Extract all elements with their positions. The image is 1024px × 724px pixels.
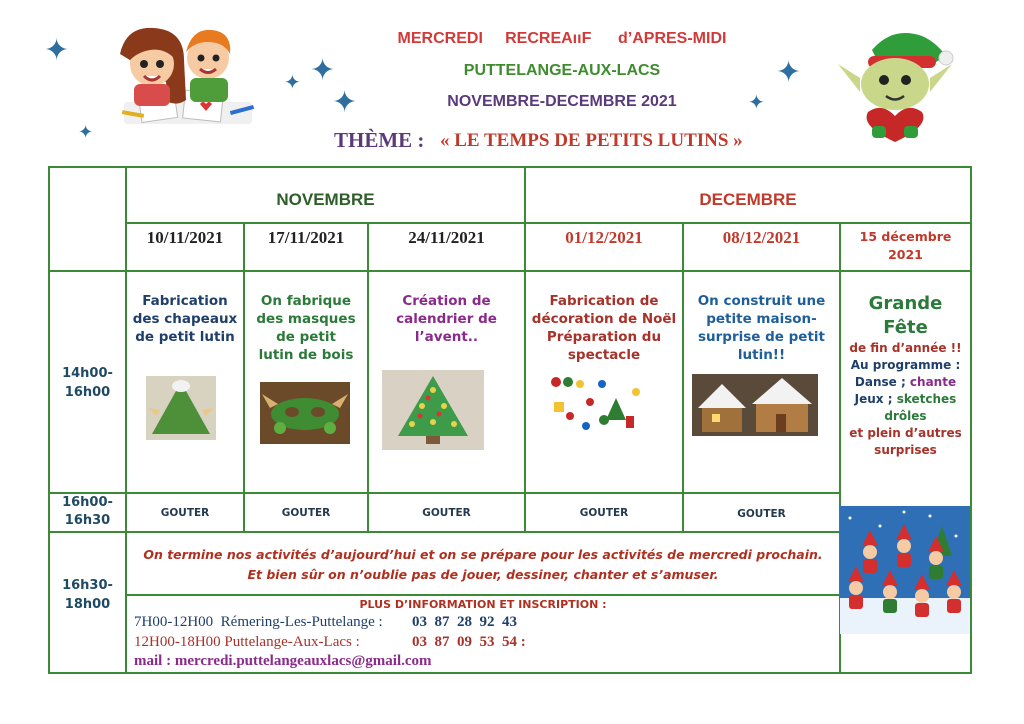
- star-icon: ✦: [332, 85, 358, 120]
- gouter-cell: GOUTER: [737, 508, 786, 520]
- date-cell: 08/12/2021: [722, 228, 801, 247]
- theme-value: « LE TEMPS DE PETITS LUTINS »: [440, 130, 743, 151]
- gingerbread-house-photo: [692, 374, 818, 436]
- date-cell: 01/12/2021: [565, 228, 643, 247]
- header-line-3: NOVEMBRE-DECEMBRE 2021: [447, 93, 677, 110]
- advent-calendar-photo: [382, 370, 484, 450]
- info-row-1-label: 7H00-12H00 Rémering-Les-Puttelange :: [134, 614, 383, 630]
- date-cell-fete: [841, 228, 970, 264]
- elf-with-heart-illustration: [832, 22, 958, 142]
- activity-line: de petit: [276, 329, 336, 345]
- activity-line: l’avent..: [414, 329, 479, 345]
- fete-title: Grande: [868, 293, 943, 314]
- star-icon: ✦: [310, 53, 336, 88]
- christmas-decorations-clipart: [546, 372, 646, 438]
- info-row-2-label: 12H00-18H00 Puttelange-Aux-Lacs :: [134, 634, 360, 650]
- fete-line: de fin d’année !!: [849, 341, 962, 355]
- time-slot-3: [50, 576, 125, 614]
- fete-word: sketches: [892, 392, 957, 406]
- activity-line: Fabrication: [142, 293, 228, 309]
- fete-word: Jeux ;: [854, 392, 893, 406]
- fete-title: Fête: [883, 317, 928, 338]
- activity-line: surprise de petit: [697, 329, 826, 345]
- date-cell: 24/11/2021: [408, 228, 485, 247]
- fete-line: Au programme :: [850, 358, 961, 372]
- activity-line: lutin de bois: [258, 347, 354, 363]
- activity-chapeaux: [127, 292, 243, 346]
- activity-line: On fabrique: [260, 293, 352, 309]
- time-slot-1: [50, 364, 125, 402]
- children-drawing-illustration: [104, 24, 266, 130]
- time-slot-2: [50, 494, 125, 530]
- info-title: PLUS D’INFORMATION ET INSCRIPTION :: [359, 598, 607, 611]
- activity-line: décoration de Noël: [531, 311, 677, 327]
- fete-line: [841, 391, 970, 408]
- date-cell: 10/11/2021: [146, 228, 224, 247]
- time-end: 18h00: [64, 597, 111, 612]
- date-cell: 17/11/2021: [267, 228, 345, 247]
- lutin-mask-photo: [260, 382, 350, 444]
- fete-line: surprises: [874, 443, 937, 457]
- info-row-1-phone: 03 87 28 92 43: [412, 614, 517, 630]
- time-end: 16h30: [64, 513, 111, 528]
- star-icon: ✦: [44, 33, 70, 68]
- activity-line: de petit lutin: [135, 329, 235, 345]
- activity-line: calendrier de: [396, 311, 497, 327]
- activity-line: Fabrication de: [549, 293, 659, 309]
- activity-line: Création de: [402, 293, 491, 309]
- date-line: 15 décembre: [859, 229, 952, 244]
- date-line: 2021: [888, 247, 923, 262]
- time-end: 16h00: [64, 385, 111, 400]
- activity-line: spectacle: [567, 347, 641, 363]
- lutin-hat-photo: [146, 376, 216, 440]
- star-icon: ✦: [284, 70, 301, 94]
- singing-elves-illustration: [840, 506, 970, 634]
- fete-line: [841, 374, 970, 391]
- time-start: 14h00-: [62, 366, 113, 381]
- gouter-cell: GOUTER: [422, 507, 471, 519]
- header-line-2: PUTTELANGE-AUX-LACS: [463, 62, 661, 79]
- info-row-2-phone: 03 87 09 53 54 :: [412, 634, 526, 650]
- gouter-cell: GOUTER: [281, 507, 331, 519]
- time-start: 16h30-: [62, 578, 113, 593]
- activity-line: Préparation du: [546, 329, 662, 345]
- fete-line: drôles: [884, 409, 927, 423]
- info-mail[interactable]: mail : mercredi.puttelangeauxlacs@gmail.com: [134, 653, 432, 669]
- month-novembre: NOVEMBRE: [276, 190, 375, 209]
- fete-word: Danse ;: [854, 375, 906, 389]
- activity-line: lutin!!: [737, 347, 786, 363]
- fete-word: chante: [905, 375, 957, 389]
- activity-decoration: [526, 292, 682, 364]
- gouter-cell: GOUTER: [160, 507, 210, 519]
- theme-label: THÈME :: [334, 128, 425, 152]
- closing-message: [127, 545, 839, 585]
- header-line-1: MERCREDI RECREAııF d’APRES-MIDI: [397, 30, 727, 47]
- activity-line: petite maison-: [706, 311, 817, 327]
- activity-maison: [684, 292, 839, 364]
- activity-masques: [245, 292, 367, 364]
- fete-description: [841, 292, 970, 459]
- activity-calendrier: [369, 292, 524, 346]
- fete-line: et plein d’autres: [849, 426, 962, 440]
- activity-line: On construit une: [697, 293, 826, 309]
- star-icon: ✦: [78, 122, 94, 143]
- closing-line: Et bien sûr on n’oublie pas de jouer, dessiner, chanter et s’amuser.: [247, 567, 719, 582]
- gouter-cell: GOUTER: [579, 507, 629, 519]
- closing-line: On termine nos activités d’aujourd’hui et on se prépare pour les activités de mercredi prochain.: [143, 547, 823, 562]
- activity-line: des masques: [256, 311, 356, 327]
- time-start: 16h00-: [62, 495, 113, 510]
- star-icon: ✦: [748, 90, 765, 114]
- activity-line: des chapeaux: [132, 311, 238, 327]
- star-icon: ✦: [776, 55, 802, 90]
- month-decembre: DECEMBRE: [699, 190, 797, 209]
